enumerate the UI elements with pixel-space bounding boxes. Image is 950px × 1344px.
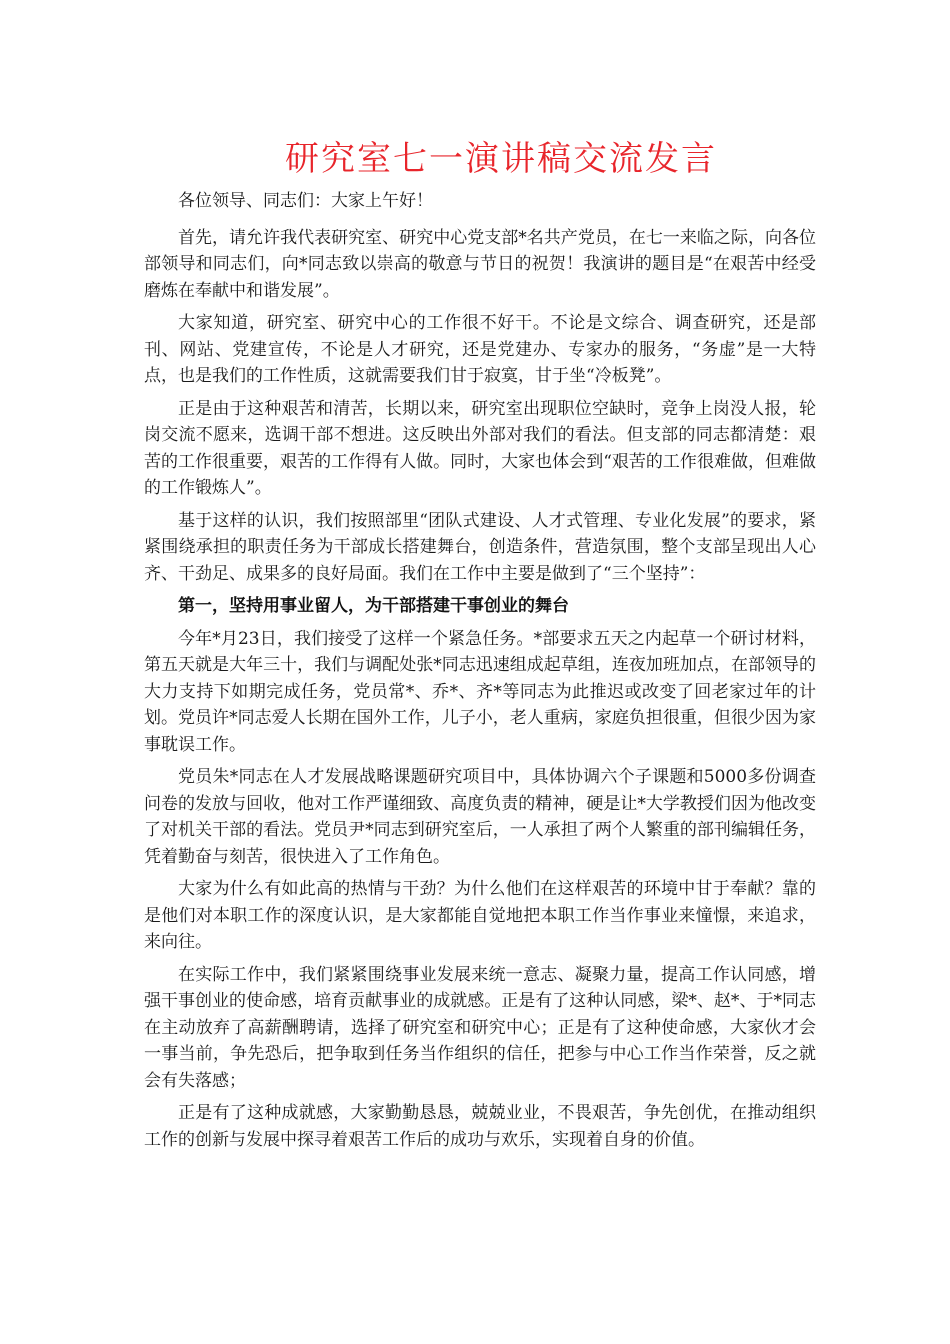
paragraph-hardship: 正是由于这种艰苦和清苦，长期以来，研究室出现职位空缺时，竞争上岗没人报，轮岗交流不愿来，选调干部不想进。这反映出外部对我们的看法。但支部的同志都清楚：艰苦的工作很重要，艰苦的工作得有人做。同时，大家也体会到“艰苦的工作很难做，但难做的工作锻炼人”。: [144, 398, 816, 498]
paragraph-achievement: 正是有了这种成就感，大家勤勤恳恳，兢兢业业，不畏艰苦，争先创优，在推动组织工作的创新与发展中探寻着艰苦工作后的成功与欢乐，实现着自身的价值。: [144, 1103, 816, 1150]
paragraph-research-project: 党员朱*同志在人才发展战略课题研究项目中，具体协调六个子课题和5000多份调查问卷的发放与回收，他对工作严谨细致、高度负责的精神，硬是让*大学教授们因为他改变了对机关干部的看法。党员尹*同志到研究室后，一人承担了两个人繁重的部刊编辑任务，凭着勤奋与刻苦，很快进入了工作角色。: [144, 767, 816, 867]
paragraph-work-nature: 大家知道，研究室、研究中心的工作很不好干。不论是文综合、调查研究，还是部刊、网站、党建宣传，不论是人才研究，还是党建办、专家办的服务，“务虚”是一大特点，也是我们的工作性质，这就需要我们甘于寂寞，甘于坐“冷板凳”。: [144, 313, 816, 386]
document-title: 研究室七一演讲稿交流发言: [285, 139, 717, 179]
greeting-paragraph: 各位领导、同志们：大家上午好！: [178, 191, 433, 211]
paragraph-three-persistences: 基于这样的认识，我们按照部里“团队式建设、人才式管理、专业化发展”的要求，紧紧围绕承担的职责任务为干部成长搭建舞台，创造条件，营造氛围，整个支部呈现出人心齐、干劲足、成果多的良好局面。我们在工作中主要是做到了“三个坚持”：: [144, 510, 816, 584]
paragraph-identity: 在实际工作中，我们紧紧围绕事业发展来统一意志、凝聚力量，提高工作认同感，增强干事创业的使命感，培育贡献事业的成就感。正是有了这种认同感，梁*、赵*、于*同志在主动放弃了高薪酬聘请，选择了研究室和研究中心；正是有了这种使命感，大家伙才会一事当前，争先恐后，把争取到任务当作组织的信任，把参与中心工作当作荣誉，反之就会有失落感；: [144, 964, 816, 1091]
section-heading-first: 第一，坚持用事业留人，为干部搭建干事创业的舞台: [178, 596, 569, 616]
paragraph-why-dedication: 大家为什么有如此高的热情与干劲？为什么他们在这样艰苦的环境中甘于奉献？靠的是他们对本职工作的深度认识，是大家都能自觉地把本职工作当作事业来憧憬，来追求，来向往。: [144, 879, 816, 952]
paragraph-intro: 首先，请允许我代表研究室、研究中心党支部*名共产党员，在七一来临之际，向各位部领导和同志们，向*同志致以崇高的敬意与节日的祝贺！我演讲的题目是“在艰苦中经受磨炼在奉献中和谐发展”。: [144, 227, 816, 301]
paragraph-urgent-task: 今年*月23日，我们接受了这样一个紧急任务。*部要求五天之内起草一个研讨材料，第五天就是大年三十，我们与调配处张*同志迅速组成起草组，连夜加班加点，在部领导的大力支持下如期完成任务，党员常*、乔*、齐*等同志为此推迟或改变了回老家过年的计划。党员许*同志爱人长期在国外工作，儿子小，老人重病，家庭负担很重，但很少因为家事耽误工作。: [144, 628, 816, 755]
document-body: [144, 188, 816, 1159]
